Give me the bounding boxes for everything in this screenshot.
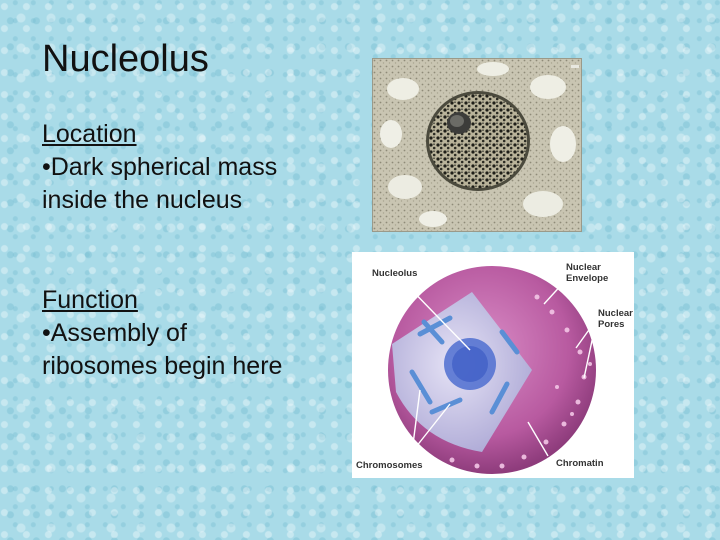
location-block bbox=[42, 118, 332, 217]
nucleus-diagram bbox=[352, 252, 634, 478]
location-heading: Location bbox=[42, 120, 137, 148]
nucleus-diagram-svg bbox=[352, 252, 634, 478]
label-chromosomes: Chromosomes bbox=[356, 460, 423, 471]
label-chromatin: Chromatin bbox=[556, 458, 604, 469]
location-bullet: •Dark spherical mass inside the nucleus bbox=[42, 153, 278, 214]
label-nuclear-envelope-2: Envelope bbox=[566, 273, 609, 284]
micrograph-svg bbox=[373, 59, 581, 231]
label-nucleolus: Nucleolus bbox=[372, 268, 418, 279]
function-heading: Function bbox=[42, 286, 138, 314]
label-nuclear-pores-1: Nuclear bbox=[598, 308, 633, 319]
function-block bbox=[42, 284, 292, 383]
nucleus-micrograph-image bbox=[372, 58, 582, 232]
slide-title: Nucleolus bbox=[42, 38, 209, 80]
label-nuclear-envelope-1: Nuclear bbox=[566, 262, 601, 273]
function-bullet: •Assembly of ribosomes begin here bbox=[42, 319, 283, 380]
label-nuclear-pores-2: Pores bbox=[598, 319, 625, 330]
